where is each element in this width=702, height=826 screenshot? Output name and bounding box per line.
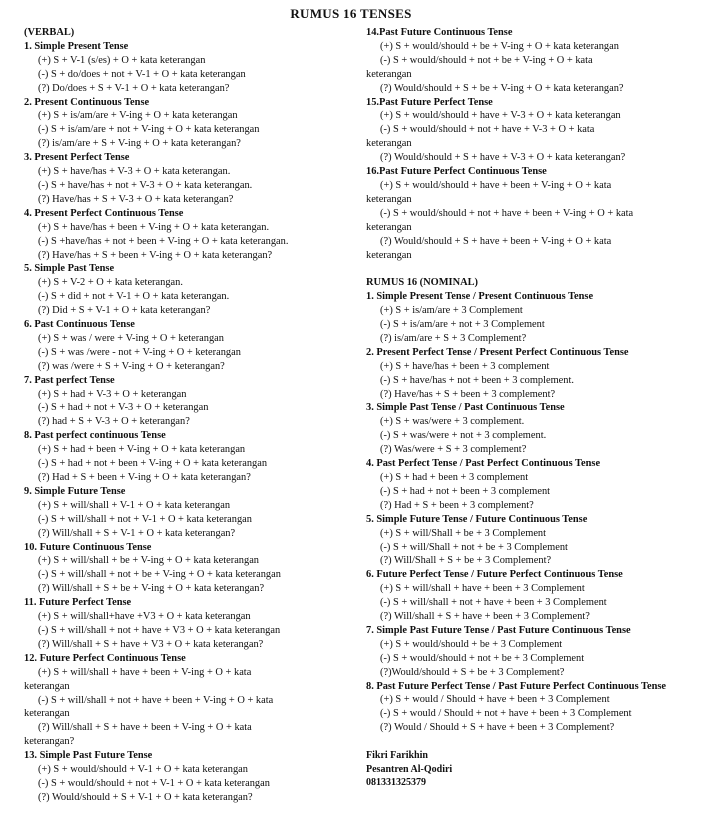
author-phone: 081331325379 <box>366 777 426 789</box>
formula-line: (+) S + V-2 + O + kata keterangan. <box>38 277 183 289</box>
tense-block <box>366 568 688 624</box>
tense-title: 2. Present Continuous Tense <box>24 96 150 108</box>
tense-title: 7. Past perfect Tense <box>24 374 115 386</box>
formula-line: (+) S + would/should + have + been + V-ing + O + kata <box>380 179 612 191</box>
formula-line: (-) S + would/should + not + have + V-3 + O + kata <box>380 124 595 136</box>
tense-title: 15.Past Future Perfect Tense <box>366 96 493 108</box>
formula-line: (?) Had + S + been + V-ing + O + kata keterangan? <box>38 472 251 483</box>
formula-line: (+) S + would/should + V-1 + O + kata keterangan <box>38 764 248 776</box>
formula-line: (+) S + was/were + 3 complement. <box>380 416 525 428</box>
formula-line: (-) S + would/should + not + V-1 + O + kata keterangan <box>38 777 270 789</box>
tense-block <box>366 457 688 513</box>
formula-line: (?) is/am/are + S + 3 Complement? <box>380 332 527 344</box>
right-column <box>366 26 688 790</box>
tense-block <box>24 429 354 485</box>
tense-title: 4. Past Perfect Tense / Past Perfect Continuous Tense <box>366 458 601 470</box>
tense-block <box>24 318 354 374</box>
formula-line: (-) S + would/should + not + be + V-ing + O + kata <box>380 54 593 66</box>
tense-title: 8. Past perfect continuous Tense <box>24 430 166 442</box>
formula-line: (-) S + would / Should + not + have + been + 3 Complement <box>380 708 632 720</box>
formula-line: (-) S + would/should + not + be + 3 Complement <box>380 652 585 664</box>
author-org: Pesantren Al-Qodiri <box>366 763 453 775</box>
tense-block <box>24 96 354 152</box>
tense-title: 14.Past Future Continuous Tense <box>366 27 513 38</box>
tense-block <box>366 513 688 569</box>
tense-block <box>366 680 688 736</box>
tense-title: 6. Past Continuous Tense <box>24 319 135 331</box>
formula-line: (?) Will/shall + S + have + V3 + O + kata keterangan? <box>38 638 264 650</box>
formula-line: (?) Would/should + S + have + been + V-ing + O + kata <box>380 235 612 247</box>
formula-line: (+) S + would/should + have + V-3 + O + kata keterangan <box>380 110 621 122</box>
tense-block <box>24 262 354 318</box>
verbal-list <box>24 40 354 805</box>
tense-block <box>366 401 688 457</box>
tense-title: 1. Simple Present Tense / Present Continuous Tense <box>366 291 594 303</box>
formula-line: (?) Have/has + S + V-3 + O + kata keterangan? <box>38 193 234 205</box>
formula-line: (-) S + will/shall + not + have + been + 3 Complement <box>380 597 607 609</box>
tense-title: 6. Future Perfect Tense / Future Perfect Continuous Tense <box>366 569 623 581</box>
formula-line: (?) Would / Should + S + have + been + 3 Complement? <box>380 722 615 734</box>
tense-block <box>366 290 688 346</box>
tense-title: 8. Past Future Perfect Tense / Past Future Perfect Continuous Tense <box>366 680 667 692</box>
formula-line: (?) Have/has + S + been + V-ing + O + kata keterangan? <box>38 249 273 261</box>
formula-line: (-) S + do/does + not + V-1 + O + kata keterangan <box>38 68 246 80</box>
formula-line: (+) S + have/has + been + V-ing + O + kata keterangan. <box>38 221 270 233</box>
formula-line: (+) S + is/am/are + 3 Complement <box>380 305 523 317</box>
formula-line: (-) S + will/shall + not + have + been + V-ing + O + kata <box>38 694 274 706</box>
tense-title: 3. Present Perfect Tense <box>24 152 130 164</box>
formula-line: (+) S + had + V-3 + O + keterangan <box>38 388 187 400</box>
formula-line: (+) S + will/shall + V-1 + O + kata keterangan <box>38 499 231 511</box>
tense-title: 16.Past Future Perfect Continuous Tense <box>366 166 547 178</box>
tense-block <box>24 207 354 263</box>
formula-line: (?) Do/does + S + V-1 + O + kata keterangan? <box>38 82 230 94</box>
formula-line: (+) S + will/shall + have + been + V-ing + O + kata <box>38 666 252 678</box>
tense-title: 1. Simple Present Tense <box>24 40 129 52</box>
tense-title: 11. Future Perfect Tense <box>24 597 132 609</box>
tense-title: 10. Future Continuous Tense <box>24 541 152 553</box>
verbal-column <box>24 26 354 805</box>
formula-line: (+) S + will/Shall + be + 3 Complement <box>380 527 547 539</box>
verbal-heading: (VERBAL) <box>24 27 75 38</box>
tense-block <box>24 374 354 430</box>
formula-line: (+) S + is/am/are + V-ing + O + kata keterangan <box>38 110 238 122</box>
formula-line: keterangan <box>366 193 412 205</box>
formula-line: (+) S + will/shall+have +V3 + O + kata keterangan <box>38 611 251 623</box>
formula-line: (?) Will/shall + S + V-1 + O + kata keterangan? <box>38 527 236 539</box>
formula-line: (+) S + would/should + be + V-ing + O + kata keterangan <box>380 40 619 52</box>
formula-line: (-) S + did + not + V-1 + O + kata keterangan. <box>38 291 230 303</box>
formula-line: (?) Had + S + been + 3 complement? <box>380 499 534 511</box>
formula-line: (+) S + had + been + V-ing + O + kata keterangan <box>38 444 246 456</box>
formula-line: (-) S + was /were - not + V-ing + O + keterangan <box>38 346 241 358</box>
tense-block <box>366 96 688 166</box>
tense-title: 9. Simple Future Tense <box>24 485 126 497</box>
formula-line: (?) had + S + V-3 + O + keterangan? <box>38 416 190 428</box>
nominal-list <box>366 290 688 735</box>
formula-line: (-) S + will/shall + not + have + V3 + O + kata keterangan <box>38 624 281 636</box>
formula-line: (-) S + have/has + not + V-3 + O + kata keterangan. <box>38 179 253 191</box>
nominal-heading: RUMUS 16 (NOMINAL) <box>366 277 478 289</box>
formula-line: (-) S + will/shall + not + V-1 + O + kata keterangan <box>38 513 252 525</box>
formula-line: (?) Will/shall + S + have + been + V-ing + O + kata <box>38 722 252 734</box>
tense-block <box>24 40 354 96</box>
formula-line: (+) S + will/shall + be + V-ing + O + kata keterangan <box>38 555 259 567</box>
formula-line: (+) S + would/should + be + 3 Complement <box>380 638 563 650</box>
formula-line: (?) Will/Shall + S + be + 3 Complement? <box>380 555 552 567</box>
formula-line: (-) S + was/were + not + 3 complement. <box>380 430 547 442</box>
author-block <box>366 749 688 790</box>
formula-line: (-) S + had + not + been + 3 complement <box>380 485 551 497</box>
formula-line: (+) S + have/has + been + 3 complement <box>380 360 550 372</box>
formula-line: (-) S + will/shall + not + be + V-ing + O + kata keterangan <box>38 569 281 581</box>
formula-line: (?) Will/shall + S + be + V-ing + O + kata keterangan? <box>38 583 265 595</box>
formula-line: (?) Would/should + S + have + V-3 + O + kata keterangan? <box>380 152 626 164</box>
formula-line: (?) Was/were + S + 3 complement? <box>380 444 527 456</box>
tense-block <box>24 596 354 652</box>
tense-block <box>24 151 354 207</box>
formula-line: (-) S + is/am/are + not + 3 Complement <box>380 319 545 331</box>
page-title: RUMUS 16 TENSES <box>290 6 412 21</box>
tense-title: 5. Simple Past Tense <box>24 263 115 275</box>
formula-line: keterangan <box>366 138 412 150</box>
tense-title: 4. Present Perfect Continuous Tense <box>24 207 184 219</box>
tense-block <box>366 624 688 680</box>
formula-line: (-) S + will/Shall + not + be + 3 Complement <box>380 541 568 553</box>
tense-block <box>24 652 354 749</box>
formula-line: keterangan <box>366 68 412 80</box>
formula-line: keterangan <box>24 708 70 720</box>
formula-line: (-) S +have/has + not + been + V-ing + O + kata keterangan. <box>38 235 289 247</box>
formula-line: (-) S + would/should + not + have + been + V-ing + O + kata <box>380 207 634 219</box>
tense-block <box>366 346 688 402</box>
tense-block <box>24 485 354 541</box>
formula-line: (+) S + would / Should + have + been + 3 Complement <box>380 694 610 706</box>
formula-line: keterangan <box>366 221 412 233</box>
tense-block <box>366 26 688 96</box>
tense-block <box>366 165 688 262</box>
formula-line: (-) S + had + not + been + V-ing + O + kata keterangan <box>38 458 268 470</box>
formula-line: (-) S + have/has + not + been + 3 complement. <box>380 374 574 386</box>
formula-line: keterangan <box>366 249 412 261</box>
formula-line: (-) S + is/am/are + not + V-ing + O + kata keterangan <box>38 124 260 136</box>
tense-title: 3. Simple Past Tense / Past Continuous Tense <box>366 402 565 414</box>
formula-line: (?) was /were + S + V-ing + O + keterangan? <box>38 360 225 372</box>
tense-block <box>24 541 354 597</box>
formula-line: (?) Have/has + S + been + 3 complement? <box>380 388 556 400</box>
tense-title: 13. Simple Past Future Tense <box>24 750 153 762</box>
formula-line: (-) S + had + not + V-3 + O + keterangan <box>38 402 209 414</box>
formula-line: keterangan? <box>24 736 75 748</box>
formula-line: (+) S + had + been + 3 complement <box>380 471 529 483</box>
tense-title: 5. Simple Future Tense / Future Continuous Tense <box>366 513 588 525</box>
formula-line: (?) is/am/are + S + V-ing + O + kata keterangan? <box>38 138 241 150</box>
formula-line: (+) S + V-1 (s/es) + O + kata keterangan <box>38 54 206 66</box>
formula-line: (?) Would/should + S + be + V-ing + O + kata keterangan? <box>380 82 624 94</box>
formula-line: (+) S + will/shall + have + been + 3 Complement <box>380 583 585 595</box>
tense-title: 7. Simple Past Future Tense / Past Future Continuous Tense <box>366 624 631 636</box>
tense-title: 2. Present Perfect Tense / Present Perfect Continuous Tense <box>366 346 629 358</box>
formula-line: (?) Did + S + V-1 + O + kata keterangan? <box>38 305 211 317</box>
author-name: Fikri Farikhin <box>366 750 428 762</box>
tense-title: 12. Future Perfect Continuous Tense <box>24 652 186 664</box>
formula-line: keterangan <box>24 680 70 692</box>
tense-block <box>24 749 354 805</box>
formula-line: (+) S + was / were + V-ing + O + keterangan <box>38 332 224 344</box>
formula-line: (?) Would/should + S + V-1 + O + kata keterangan? <box>38 791 253 803</box>
verbal-list-continued <box>366 26 688 262</box>
formula-line: (?)Would/should + S + be + 3 Complement? <box>380 666 565 678</box>
formula-line: (?) Will/shall + S + have + been + 3 Complement? <box>380 611 590 623</box>
formula-line: (+) S + have/has + V-3 + O + kata keterangan. <box>38 166 231 178</box>
